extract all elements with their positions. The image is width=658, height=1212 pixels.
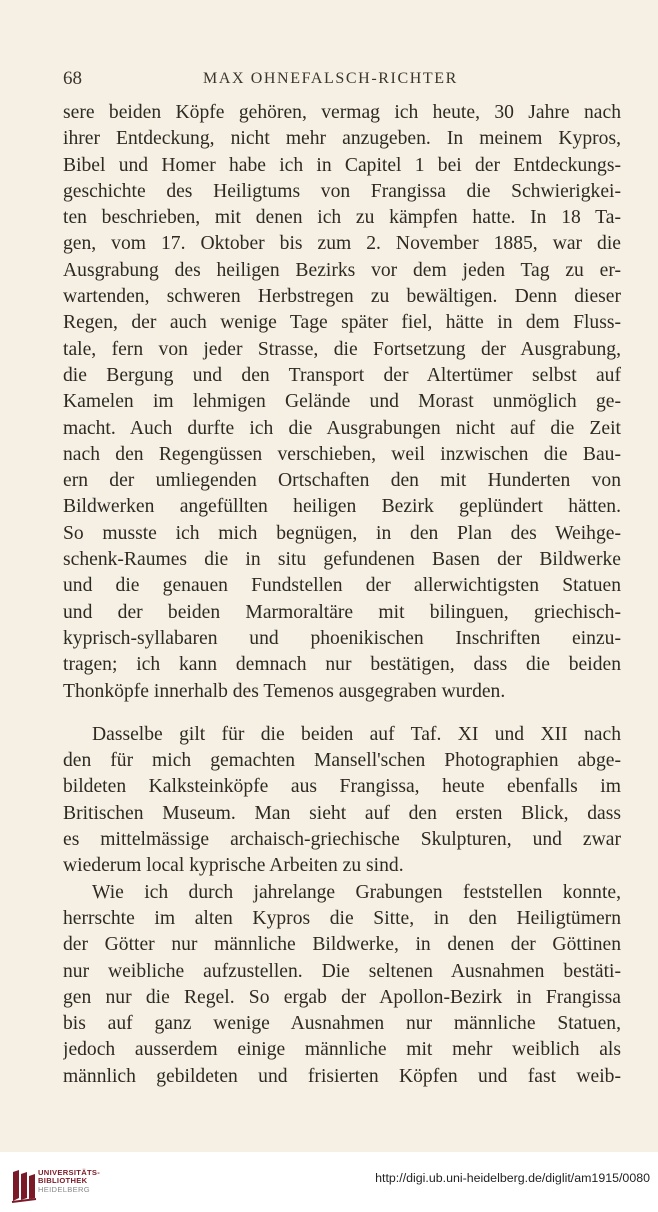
text-line: Kamelen im lehmigen Gelände und Morast unmöglich ge- bbox=[63, 391, 621, 413]
text-line: Regen, der auch wenige Tage später fiel, hätte in dem Fluss- bbox=[63, 312, 621, 334]
text-line: Britischen Museum. Man sieht auf den ersten Blick, dass bbox=[63, 802, 621, 824]
text-line: Bibel und Homer habe ich in Capitel 1 bei der Entdeckungs- bbox=[63, 154, 621, 176]
text-line: tale, fern von jeder Strasse, die Fortsetzung der Ausgrabung, bbox=[63, 338, 621, 360]
text-line: So musste ich mich begnügen, in den Plan des Weihge- bbox=[63, 522, 621, 544]
text-line: Wie ich durch jahrelange Grabungen feststellen konnte, bbox=[92, 881, 621, 903]
library-name-line: HEIDELBERG bbox=[38, 1184, 90, 1194]
text-line: gen nur die Regel. So ergab der Apollon-Bezirk in Frangissa bbox=[63, 986, 621, 1008]
text-line: herrschte im alten Kypros die Sitte, in den Heiligtümern bbox=[63, 907, 621, 929]
text-line: ihrer Entdeckung, nicht mehr anzugeben. In meinem Kypros, bbox=[63, 128, 621, 150]
text-line: es mittelmässige archaisch-griechische Skulpturen, und zwar bbox=[63, 829, 621, 851]
text-line: Ausgrabung des heiligen Bezirks vor dem jeden Tag zu er- bbox=[63, 259, 621, 281]
text-line: macht. Auch durfte ich die Ausgrabungen nicht auf die Zeit bbox=[63, 417, 621, 439]
paragraph bbox=[63, 100, 621, 705]
text-line: gen, vom 17. Oktober bis zum 2. November 1885, war die bbox=[63, 233, 621, 255]
library-name bbox=[38, 1169, 100, 1194]
text-line: sere beiden Köpfe gehören, vermag ich heute, 30 Jahre nach bbox=[63, 102, 621, 123]
library-name-line: UNIVERSITÄTS- bbox=[38, 1168, 101, 1177]
text-line: die Bergung und den Transport der Altertümer selbst auf bbox=[63, 364, 621, 386]
body-text bbox=[63, 100, 621, 1090]
text-line: wiederum local kyprische Arbeiten zu sind. bbox=[63, 855, 404, 877]
text-line: und der beiden Marmoraltäre mit bilinguen, griechisch- bbox=[63, 601, 621, 623]
page-header bbox=[63, 68, 623, 92]
paragraph bbox=[63, 880, 621, 1090]
text-line: tragen; ich kann demnach nur bestätigen, dass die beiden bbox=[63, 654, 621, 676]
text-line: wartenden, schweren Herbstregen zu bewältigen. Denn dieser bbox=[63, 286, 621, 308]
text-line: nur weibliche aufzustellen. Die seltenen Ausnahmen bestäti- bbox=[63, 960, 621, 982]
text-line: jedoch ausserdem einige männliche mit mehr weiblich als bbox=[63, 1039, 621, 1061]
text-line: Thonköpfe innerhalb des Temenos ausgegraben wurden. bbox=[63, 680, 506, 702]
running-head: MAX OHNEFALSCH-RICHTER bbox=[203, 70, 458, 87]
text-line: bildeten Kalksteinköpfe aus Frangissa, heute ebenfalls im bbox=[63, 776, 621, 798]
text-line: Bildwerken angefüllten heiligen Bezirk geplündert hätten. bbox=[63, 496, 621, 518]
page-number: 68 bbox=[63, 68, 82, 89]
viewer-footer bbox=[0, 1152, 658, 1212]
library-name-line: BIBLIOTHEK bbox=[38, 1176, 88, 1186]
text-line: nach den Regengüssen verschieben, weil inzwischen die Bau- bbox=[63, 443, 621, 465]
text-line: ten beschrieben, mit denen ich zu kämpfen hatte. In 18 Ta- bbox=[63, 207, 621, 229]
text-line: ern der umliegenden Ortschaften den mit Hunderten von bbox=[63, 470, 621, 492]
university-library-logo-icon bbox=[9, 1168, 39, 1204]
text-line: der Götter nur männliche Bildwerke, in denen der Göttinen bbox=[63, 934, 621, 956]
text-line: schenk-Raumes die in situ gefundenen Basen der Bildwerke bbox=[63, 549, 621, 571]
text-line: kyprisch-syllabaren und phoenikischen Inschriften einzu- bbox=[63, 627, 621, 649]
text-line: geschichte des Heiligtums von Frangissa die Schwierigkei- bbox=[63, 180, 621, 202]
paragraph-gap bbox=[63, 705, 621, 722]
text-line: den für mich gemachten Mansell'schen Photographien abge- bbox=[63, 750, 621, 772]
source-url-link[interactable]: http://digi.ub.uni-heidelberg.de/diglit/am1915/0080 bbox=[375, 1171, 650, 1185]
text-line: und die genauen Fundstellen der allerwichtigsten Statuen bbox=[63, 575, 621, 597]
paragraph bbox=[63, 722, 621, 880]
text-line: bis auf ganz wenige Ausnahmen nur männliche Statuen, bbox=[63, 1013, 621, 1035]
text-line: Dasselbe gilt für die beiden auf Taf. XI und XII nach bbox=[92, 723, 621, 745]
text-line: männlich gebildeten und frisierten Köpfen und fast weib- bbox=[63, 1065, 621, 1087]
